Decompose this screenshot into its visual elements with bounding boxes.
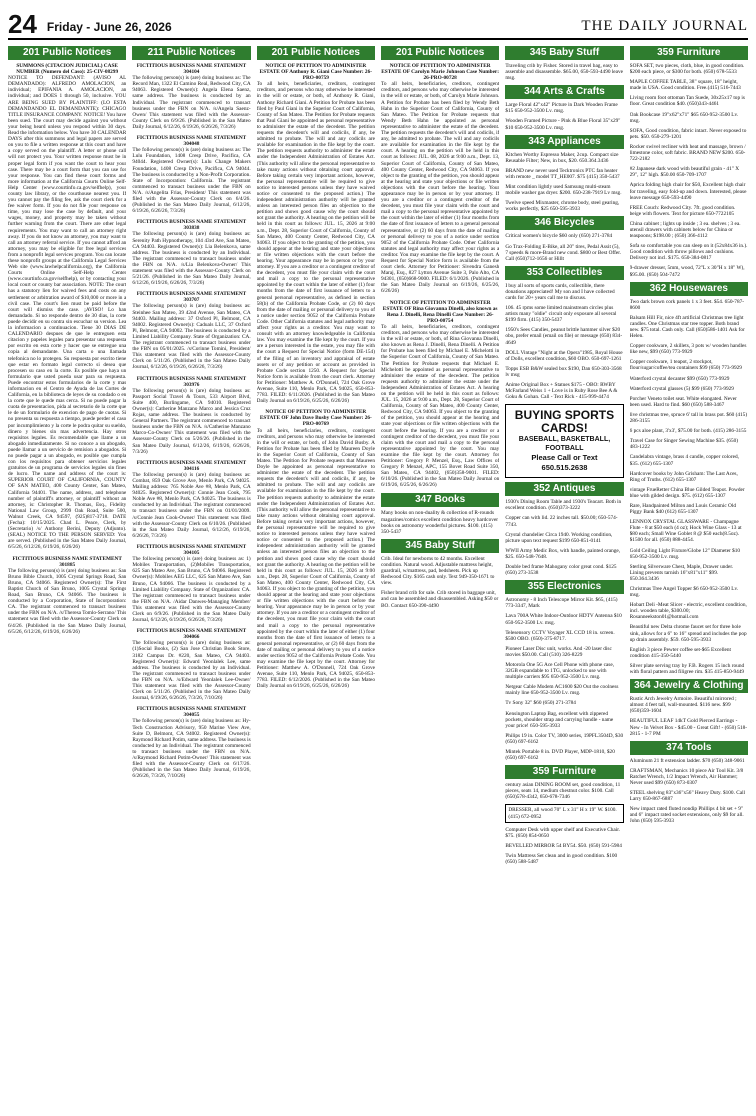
newspaper-name: THE DAILY JOURNAL <box>581 18 748 34</box>
legal-notice <box>132 706 250 779</box>
classified-ad: I buy all sorts of sports cards, collectible, there donations appreciated! My son and I have collected cards for 20+ years call me to discuss. <box>505 282 615 301</box>
notice-body: The following person(s) is (are) doing business as: Steinhee San Mateo, 39 42nd Avenue, San Mateo, CA 94403. Mailing address: 37 Oxford Pl, Belmont, CA 94002. Registered Owner(s): Caduals LLC, 37 Oxford Pl, Belmont, CA 94002. The business is conducted by a Limited Liability Company. State of Organization: CA. The registrant commenced to transact business under the FBN on 05/01/2025. /s/Corinne Tomini, President/ This statement was filed with the Assessor-County Clerk on 5/11/26. (Published in the San Mateo Daily Journal, 6/12/26, 6/19/26, 6/26/26, 7/3/26) <box>132 303 251 371</box>
notice-title: NOTICE OF PETITION TO ADMINISTER ESTATE OF Rina Giovanna Dinelli, also known as Rena J. Dinelli, Rena Dinelli Case Number: 26-PRO-00754 <box>382 299 498 324</box>
section-header: 346 Bicycles <box>505 216 623 230</box>
notice-body: The following person(s) is (are) doing business as: The Record Man, 1322 El Camino Real, Redwood City, CA 94063. Registered Owner(s): Angela Elena Saenz, same address. The business is conducted by an Individual. The registrant commenced to transact business under the FBN on N/A. /s/Angela Saenz-Owen/ This statement was filed with the Assessor-County Clerk on 6/9/26. (Published in the San Mateo Daily Journal, 6/12/26, 6/19/26, 6/26/26, 7/3/26) <box>132 75 251 130</box>
legal-notice <box>132 628 250 701</box>
classified-ad: Candelabra vintage, brass 4 candle, copper colored, $35. (612) 655-1307 <box>629 454 739 467</box>
legal-notice <box>257 63 375 404</box>
section-header: 345 Baby Stuff <box>381 539 499 553</box>
notice-title: NOTICE OF PETITION TO ADMINISTER ESTATE OF John Dave Busby Case Number: 26-PRO-00769 <box>259 409 372 428</box>
classified-ad: LENNOX CRYSTAL GLASSWARE - Champagne Flute - 8 at $50 each (4 oz); Hock Wine Glass - 13 at $80 each; Small Wine Goblet 8 @ $50 each(8.5oz). $1500 for all. (650) 888-4454. <box>629 519 742 544</box>
classified-ad: MAPLE COFFEE TABLE, 38" square, 18" height, made in USA. Good condition. Free.(415) 516-7443 <box>629 79 741 92</box>
classified-ad: China cabinet ; lights up inside ; 3 ea. shelves ; 3 ea. utensil drawers with cabinets below for China or teaspoons; $198.00 ; (650) 366-4112 <box>629 220 741 240</box>
section-header: 359 Furniture <box>630 46 748 60</box>
notice-body: NOTICE TO DEFENDANT: (AVISO AL DEMANDADO): ALFREDO AMOLACION, an individual; EPIFANIA A. AMOLACION, an individual; and DOES 1 through 50, inclusive. YOU ARE BEING SUED BY PLAINTIFF: (LO ESTA DEMANDANDO EL DEMANDANTE): CHICAGO TITLE INSURANCE COMPANY. NOTICE! You have been sued. The court may decide against you without your being heard unless you respond within 30 days. Read the information below. You have 30 CALENDAR DAYS after this summons and legal papers are served on you to file a written response at this court and have a copy served on the plaintiff. A letter or phone call will not protect you. Your written response must be in proper legal form if you want the court to hear your case. There may be a court form that you can use for your response. You can find these court forms and more information at the California Courts Online Self-Help Center (www.courtinfo.ca.gov/selfhelp), your county law library, or the courthouse nearest you. If you cannot pay the filing fee, ask the court clerk for a fee waiver form. If you do not file your response on time, you may lose the case by default, and your wages, money, and property may be taken without further warning from the court. There are other legal requirements. You may want to call an attorney right away. If you do not know an attorney, you may want to call an attorney referral service. If you cannot afford an attorney, you may be eligible for free legal services from a nonprofit legal services program. You can locate these nonprofit groups at the California Legal Services Web site (www.lawhelpcalifornia.org), the California Courts Online Self-Help Center (www.courtinfo.ca.gov/selfhelp), or by contacting your local court or county bar association. NOTE: The court has a statutory lien for waived fees and costs on any settlement or arbitration award of $10,000 or more in a civil case. The court's lien must be paid before the court will dismiss the case. ¡AVISO! Lo han demandado. Si no responde dentro de 30 dias, la corte puede decidir en su contra sin escuchar su version. Lea la informacion a continuacion. Tiene 30 DIAS DE CALENDARIO despues de que le entreguen esta citacion y papeles legales para presentar una respuesta por escrito en esta corte y hacer que se entregue una copia al demandante. Una carta o una llamada telefonica no lo protegen. Su respuesta por escrito tiene que estar en formato legal correcto si desea que procesen su caso en la corte. Es posible que haya un formulario que usted pueda usar para su respuesta. Puede encontrar estos formularios de la corte y mas informacion en el Centro de Ayuda de las Cortes de California, en la biblioteca de leyes de su condado o en la corte que le quede mas cerca. Si no puede pagar la cuota de presentacion, pida al secretario de la corte que le de un formulario de exencion de pago de cuotas. Si no presenta su respuesta a tiempo, puede perder el caso por incumplimiento y la corte le podra quitar su sueldo, dinero y bienes sin mas advertencia. Hay otros requisitos legales. Es recomendable que llame a un abogado inmediatamente. Si no conoce a un abogado, puede llamar a un servicio de remision a abogados. Si no puede pagar a un abogado, es posible que cumpla con los requisitos para obtener servicios legales gratuitos de un programa de servicios legales sin fines de lucro. The name and address of the court is: SUPERIOR COURT OF CALIFORNIA, COUNTY OF SAN MATEO, 400 County Center, San Mateo, California 94401. The name, address, and telephone number of plaintiff's attorney, or plaintiff without an attorney, is: Christopher R. Thomas, Esq., Fidelity National Law Group, 2999 Oak Road, Suite 500, Walnut Creek, CA 94597, (925)817-3718. DATE (Fecha): 10/15/2025. Chad L. Peace, Clerk, by (Secretario) /s/ Anthony Berini, Deputy (Adjunto). (SEAL) NOTICE TO THE PERSON SERVED: You are served. (Published in the San Mateo Daily Journal, 6/5/26, 6/12/26, 6/19/26, 6/26/26) <box>8 75 127 551</box>
classified-ad: Copper cookware, 2 skillets, 3 pots w/ wooden handles like new, $99 (650) 773-9929 <box>629 343 747 356</box>
issue-date: Friday - June 26, 2026 <box>46 20 172 34</box>
classified-ad: Pioneer Laser Disc unit, works. And -20 laser disc movies $50.00. Call (510) 326-8229 <box>505 645 612 658</box>
classified-ad: Critical women's bicycle $60 only (650) 271-3784 <box>505 233 613 240</box>
notice-title: FICTITIOUS BUSINESS NAME STATEMENT 304055 <box>136 706 247 719</box>
legal-notice <box>8 63 126 551</box>
classified-ad: DOLL Vintage "Night at the Opera"1985, Royal House of Dolls, excellent condition, $60 OBO. 650-697-1261 <box>505 349 623 362</box>
notice-body: The following person(s) is (are) doing business as: Serenity Path Hypnotherapy, 104 43rd Ave, San Mateo, CA 94403. Registered Owner(s): Lia Belenkova, same address. The business is conducted by an Individual. The registrant commenced to transact business under the FBN on N/A. /s/Lia Belenkova-Owner/ This statement was filed with the Assessor-County Clerk on 5/21/26. (Published in the San Mateo Daily Journal, 6/12/26, 6/19/26, 6/26/26, 7/3/26) <box>132 231 251 287</box>
column-4 <box>381 44 499 1112</box>
classified-ad: Copper can with lid. 22 inches tall. $50.00; 650-574-7743. <box>505 515 618 528</box>
classified-ad: Copper cookware, 1 teapot, 2 stockpot, flour/sugar/coffee/tea containers $99 (650) 773-9929 <box>629 359 742 372</box>
legal-notice <box>132 460 250 539</box>
section-header: 374 Tools <box>630 741 748 755</box>
notice-title: FICTITIOUS BUSINESS NAME STATEMENT 303976 <box>136 375 247 388</box>
notice-body: To all heirs, beneficiaries, creditors, contingent creditors, and persons who may otherwise be interested in the will or estate, or both, of Anthony R. Giani, Anthony Richard Giani. A Petition for Probate has been filed by Paul Giani in the Superior Court of California, County of San Mateo. The Petition for Probate requests that Paul Giani be appointed as personal representative to administer the estate of the decedent. The petition requests the decedent's will and codicils, if any, be admitted to probate. The will and any codicils are available for examination in the file kept by the court. The petition requests authority to administer the estate under the Independent Administration of Estates Act. (This authority will allow the personal representative to take many actions without obtaining court approval. Before taking certain very important actions, however, the personal representative will be required to give notice to interested persons unless they have waived notice or consented to the proposed action.) The independent administration authority will be granted unless an interested person files an objection to the petition and shows good cause why the court should not grant the authority. A hearing on the petition will be held in this court as follows: JUL. 15, 2026 at 9:00 a.m., Dept. 28, Superior Court of California, County of San Mateo, 400 County Center, Redwood City, CA 94063. If you object to the granting of the petition, you should appear at the hearing and state your objections or file written objections with the court before the hearing. Your appearance may be in person or by your attorney. If you are a creditor or a contingent creditor of the decedent, you must file your claim with the court and mail a copy to the personal representative appointed by the court within the later of either (1) four months from the date of first issuance of letters to a general personal representative, as defined in section 58(b) of the California Probate Code, or (2) 60 days from the date of mailing or personal delivery to you of a notice under section 9052 of the California Probate Code. Other California statutes and legal authority may affect your rights as a creditor. You may want to consult with an attorney knowledgeable in California law. You may examine the file kept by the court. If you are a person interested in the estate, you may file with the court a Request for Special Notice (form DE-154) of the filing of an inventory and appraisal of estate assets or of any petition or account as provided in Probate Code section 1250. A Request for Special Notice form is available from the court clerk. Attorney for Petitioner: Matthew A. O'Donnell, 724 Oak Grove Avenue, Suite 110, Menlo Park, CA 94025, 650-853-7783. FILED: 6/11/2026. (Published in the San Mateo Daily Journal on 6/19/26, 6/25/26, 6/26/26) <box>256 81 375 405</box>
classified-ad: BRAND new never used Tecktronics PTC fan heater with remote _ model TT_HE007. $75 (415) 350-5437 <box>505 167 620 180</box>
classified-ad: Sterling Silverware Chest, Maple, Drawer under. Lining prevents tarnish 16"x81"x11" $99. 650.364.3436 <box>629 563 734 582</box>
notice-title: SUMMONS (CITACION JUDICIAL) CASE NUMBER (Numero del Caso): 25-CIV-08299 <box>16 63 119 76</box>
classified-ad: 6 pcs aloe plant, 3'x3', $75.00 for both. (415) 286-3155 <box>629 428 747 435</box>
classified-ad: 106. 45 rpms some limited mainstream circles plus artists many "oldie" circuit only exposure all several $199 firm. (415) 350-5437 <box>505 305 617 324</box>
notice-body: The following person(s) is (are) doing business as: Passport Social Travel & Tours, 533 Airport Blvd, Suite 400, Burlingame, CA 94010. Registered Owner(s): Catherine Manzano Marco and Jessica Cruz Rojas, same address. The business is conducted by General Partners. The registrant commenced to transact business under the FBN on N/A. /s/Catherine Manzano Marco-Co-Owner/ This statement was filed with the Assessor-County Clerk on 5/26/26. (Published in the San Mateo Daily Journal, 6/12/26, 6/19/26, 6/26/26, 7/3/26) <box>132 387 251 455</box>
classified-ad: DRESSER, all wood 70" L x 31" H x 19" W. $100. (415) 672-0952 <box>505 804 623 822</box>
legal-notice <box>257 409 375 689</box>
sports-cards-display-ad <box>505 404 623 478</box>
classified-ad: Gold Ceiling Light Fixture/Globe 12" Diameter $10 650-952-3500 Lv. msg. <box>629 547 741 560</box>
classified-ad: Go Trax-Folding E-Bike, all 20" tires, Pedal Assit (5), 7 speeds & more-Brand new cond. $800 or Best Offer. Call (650)712-1656 or Hillt <box>505 243 621 262</box>
notice-title: FICTITIOUS BUSINESS NAME STATEMENT 304116 <box>136 459 247 472</box>
legal-notice <box>132 544 250 623</box>
classifieds-columns <box>8 44 748 1112</box>
classified-ad: Mintek Portable 8 in. DVD Player, MDP-1810, $20 (650) 697-6162 <box>505 749 615 762</box>
section-header: 344 Arts & Crafts <box>505 85 623 99</box>
classified-ad: live christmas tree, spruce 6' tall in brass pot. $60 (415) 286-3155 <box>629 411 748 425</box>
classified-ad: New impact rated fluted nondip Phillips 4 bit set + 9" and 6" impact rated socket extensions, only $9 for all. John (650) 595-3933 <box>629 806 744 825</box>
classified-ad: #2 Japanese dark wood with beautiful grain - 41" X 29", 12" high. $50.00 650-709-1707 <box>629 166 740 179</box>
classified-ad: Motorola One 5G Ace Cell Phone with phone case, 32GB expandable to 1TG, unlocked to use with multiple carriers $95 650-952-3500 Lv. msg. <box>505 661 615 681</box>
classified-ad: Anime Original Box + Statues $175 - OBO: RWBY McFarland Weiss 1 + Love is in Ruby Rose Bee A & Goku & Gohan. Call - Text Rick - 415-999-4474 <box>505 382 618 401</box>
section-header: 359 Furniture <box>505 765 623 779</box>
classified-ad: Balsam Hill Fir, nice 4ft artificial Christmas tree light candles. One Christmas star tree topper. Both brand new. $75 total. Cash only. Call (650)586-1401 Ask for Helen. <box>629 314 745 340</box>
classified-ad: SOFA, Good condition, fabric intact. Never exposed to pets. $50. 650-279-1201 <box>629 127 747 140</box>
classified-ad: WWII Army Medic Box, with handle, painted orange, $25. 650-548-7648. <box>505 547 621 560</box>
classified-ad: BEAUTIFUL LEAF 14kT Gold Pierced Earrings - New - In Velvet Box - $45.00 - Great Gift! - (650) 518-2815 - 1-7 PM <box>629 718 748 737</box>
classified-ad: 1950's Sees Candies, peanut brittle hammer silver $20 obo, prefer email (email on file) or message (650) 834-4649 <box>505 327 623 346</box>
classified-ad: Oak Bookcase 19"x62"x71" $65 650-952-3500 Lv. msg. <box>629 111 739 124</box>
column-3 <box>257 44 375 1112</box>
classified-ad: Porcher Veneto toilet seat. White elongated. Never been used. Hard to find. $60 (650) 588-3467 <box>629 395 737 408</box>
notice-body: The following person(s) is (are) doing business as: San Bruno Bible Church, 1005 Crystal Springs Road, San Bruno, CA 94066. Registered Owner(s): The First Baptist Church of San Bruno, 1005 Crystal Springs Road, San Bruno, CA 94066. The business is conducted by a Corporation, State of Incorporation: CA. The registrant commenced to transact business under the FBN on N/A. /s/Theresa Tomlo-Serrano/ This statement was filed with the Assessor-County Clerk on 6/4/26. (Published in the San Mateo Daily Journal, 6/5/26, 6/12/26, 6/19/26, 6/26/26) <box>8 567 127 635</box>
classified-ad: 9-drawer dresser, 5mm, wood, 72"L x 30"H x 18" W), $95.00. (650) 504-7472 <box>629 265 745 278</box>
classified-ad: Philips 19 in. Color TV, 3000 series, 19PFL3504D, $30 (650) 697-6162 <box>505 732 624 745</box>
classified-ad: Kitchen Worthy Espresso Maker, 2cup. Compact size Reusable Filter; New, in box, $20. 650.364.3436 <box>505 151 619 164</box>
section-header: 343 Appliances <box>505 135 623 149</box>
notice-title: FICTITIOUS BUSINESS NAME STATEMENT 301885 <box>12 555 122 568</box>
masthead <box>8 6 748 40</box>
legal-notice <box>8 556 126 635</box>
legal-notice <box>132 219 250 286</box>
notice-body: The following person(s) is (are) doing business as: 1) Mobiles Transportation, (2)Mobiles Transportation, 625 San Mateo Ave, San Bruno, CA 94066. Registered Owner(s): Mobiles AEG LLC, 625 San Mateo Ave, San Bruno, CA 94066. The business is conducted by a Limited Liability Company. State of Organization: CA. The registrant commenced to transact business under the FBN on N/A. /Aidar Danwes-Managing Member/ This statement was filed with the Assessor-County Clerk on 6/9/26. (Published in the San Mateo Daily Journal, 6/12/26, 6/19/26, 6/26/26, 7/3/26) <box>132 556 251 624</box>
classified-ad: Waterford crystal glasses (5) $99 (650) 773-9929 <box>629 385 734 392</box>
notice-title: NOTICE OF PETITION TO ADMINISTER ESTATE OF Anthony R. Giani Case Number: 26-PRO-00759 <box>259 63 372 82</box>
legal-notice <box>381 63 499 295</box>
notice-body: The following person(s) is (are) doing business as: Hy-Tech Construction Advisory, 950 Marine View Ave, Suite D, Belmont, CA 94002. Registered Owner(s): Raymond Richard Potim, same address. The business is conducted by an Individual. The registrant commenced to transact business under the FBN on N/A. /s/Raymond Richard Potim-Owner/ This statement was filed with the Assessor-County Clerk on 6/17/26. (Published in the San Mateo Daily Journal, 6/19/26, 6/26/26, 7/3/26, 7/10/26) <box>132 718 251 780</box>
classified-ad: FREE Couch: Redwood City. 7ft. good condition. beige with flowers. Text for picture 650-7722105 <box>629 204 736 217</box>
classified-ad: SOFA SET, two pieces, cloth, blue, in good condition. $200 each piece, or $300 for both. (650) 678-5533 <box>629 63 745 76</box>
legal-notice <box>381 300 499 489</box>
classified-ad: Netgear Cable Modem AC1600 $20 Out the coolness mainly line 650-952-3500 Lv. msg. <box>505 684 619 697</box>
classified-ad: Crib. Ideal for newborns to 42 months. Excellent condition. Natural wood. Adjustable mattress height, guardrail, w/mattress, pad, bedsheets. Pick up Redwood City. $165 cash only. Text 949-350-1671 to view. <box>380 555 495 587</box>
notice-title: FICTITIOUS BUSINESS NAME STATEMENT 304066 <box>136 628 247 641</box>
classified-ad: vintage FrueRetter China Blue Gilded Teapot. Powder blue with gilded design. $75. (612) 655-1307 <box>629 486 745 499</box>
classified-ad: Christmas Tree Angel Topper $6 650-952-3500 Lv. msg. <box>629 586 739 599</box>
classified-ad: BEVELLED MIRROR 54 BY54. $50. (650) 591-5984 <box>505 842 622 849</box>
notice-body: To all heirs, beneficiaries, creditors, contingent creditors, and persons who may otherwise be interested in the will or estate, or both, of Carolyn Marie Johnson. A Petition for Probate has been filed by Wendy Beth Hahn in the Superior Court of California, County of San Mateo. The Petition for Probate requests that Wendy Beth Hahn be appointed as personal representative to administer the estate of the decedent. The petition requests the decedent's will and codicils, if any, be admitted to probate. The will and any codicils are available for examination in the file kept by the court. A hearing on the petition will be held in this court as follows: JUL. 08, 2026 at 9:00 a.m., Dept. 13, Superior Court of California, County of San Mateo, 400 County Center, Redwood City, CA 94063. If you object to the granting of the petition, you should appear at the hearing and state your objections or file written objections with the court before the hearing. Your appearance may be in person or by your attorney. If you are a creditor or a contingent creditor of the decedent, you must file your claim with the court and mail a copy to the personal representative appointed by the court within the later of either (1) four months from the date of first issuance of letters to a general personal representative, or (2) 60 days from the date of mailing or personal delivery to you of a notice under section 9052 of the California Probate Code. Other California statutes and legal authority may affect your rights as a creditor. You may examine the file kept by the court. A Request for Special Notice form is available from the court clerk. Attorney for Petitioner: Sivendra Ganesh Maraj, Esq., 827 Lytton Avenue Suite 3, Palo Alto, CA 94301, (650)668-9000. FILED: 6/1/2026. (Published in the San Mateo Daily Journal on 6/19/26, 6/25/26, 6/26/26) <box>380 81 500 295</box>
notice-title: FICTITIOUS BUSINESS NAME STATEMENT 304105 <box>136 543 247 557</box>
column-2 <box>132 44 250 1112</box>
classified-ad: Mint condition lightly used Samsung multi-steam mobile washer gas dryer. $200. 650-238-7919 Lv msg. <box>505 184 622 197</box>
section-header: 345 Baby Stuff <box>505 46 623 60</box>
section-header: 364 Jewelry & Clothing <box>630 679 748 693</box>
classified-ad: Astronomy - 8 Inch Telescope Mirror Kit. $65, (415) 773-3347, Mark <box>505 597 618 610</box>
notice-title: FICTITIOUS BUSINESS NAME STATEMENT 304104 <box>136 63 247 76</box>
notice-title: FICTITIOUS BUSINESS NAME STATEMENT 303707 <box>136 291 247 304</box>
notice-title: FICTITIOUS BUSINESS NAME STATEMENT 304048 <box>136 135 247 148</box>
classified-ad: Sofa so comfortable you can sleep on it (52x84x36 in.). Good condition with throw pillows and cushions. Delivery not incl. $175. 650-384-0817 <box>629 243 748 262</box>
classified-ad: 1930's Dining Room Table and 1930's Teacart. Both in excellent condition. (650)373-3222 <box>505 499 622 512</box>
classified-ad: Large Floral 42"x42" Picture in Dark Wooden Frame $15 650-952-3500 Lv. msg. <box>505 102 618 115</box>
display-ad-contact: Please Call or Text 650.515.2638 <box>531 453 598 473</box>
classified-ad: Rocker swivel recliner with heat and massage, brown / limestone color, soft fabric. BRAND NEW $200. 650-722-2182 <box>629 143 746 163</box>
classified-ad: Travel Case for Singer Sewing Machine $35. (650) 483-1222 <box>629 438 739 451</box>
display-ad-subhead: BASEBALL, BASKETBALL, FOOTBALL <box>518 436 611 453</box>
classified-ad: CRAFTSMAN, Mechanics 10 piece Air Tool Kit. 3/8 Ratchet Wrench, 1/2 Impact Wrench, Air Hammer; Never used $99 (650) 873-0307 <box>629 767 744 786</box>
classified-ad: Aprica folding high chair for $50, Excellent high chair for traveling, easy fold-up and down. Interested, please leave message 650-593-4490 <box>629 182 747 201</box>
classified-ad: Kensington Laptop Bag, excellent with zippered pockets, shoulder strap and carrying handle - name your price! 650-595-3933 <box>505 710 614 729</box>
section-header: 355 Electronics <box>505 580 623 594</box>
classified-ad: Twelve speed Mixmaster, chrome body, steel gearing, works perfectly, $25 650-595-3933 <box>505 200 620 213</box>
classified-ad: Hardcover books by John Grisham: The Last Aces, Ring of Truths. (612) 655-1307 <box>629 470 738 483</box>
notice-body: The following person(s) is (are) doing business as: The Lulu Foundation, 1408 Cresp Drive, Pacifica, CA 94044. Registered Owner(s): Lulu Change Makers Foundation, 1408 Cresp Drive, Pacifica, CA 94044. The business is conducted by a Non-Profit Corporation. State of Incorporation: California. The registrant commenced to transact business under the FBN on N/A. /s/Angelita Frias, President/ This statement was filed with the Assessor-County Clerk on 6/4/26. (Published in the San Mateo Daily Journal, 6/12/26, 6/19/26, 6/26/26, 7/3/26) <box>132 147 251 215</box>
classified-ad: Two dark brown cork panels 1 x 3 feet. $54. 650-787-8600 <box>629 298 745 311</box>
section-header: 362 Housewares <box>630 282 748 296</box>
notice-body: The following person(s) is (are) doing business as: Combat, 859 Oak Grove Ave, Menlo Park, CA 94025. Mailing address: 765 Noble Ave #8, Menlo Park, CA 94025. Registered Owner(s): Connie Jean Cook, 795 Noble Ave #8, Menlo Park, CA 94025. The business is conducted by an Individual. The registrant commenced to transact business under the FBN on 01/01/2009. /s/Connie Jean Cook-Owner/ This statement was filed with the Assessor-County Clerk on 6/10/26. (Published in the San Mateo Daily Journal, 6/12/26, 6/19/26, 6/26/26, 7/3/26) <box>132 471 251 539</box>
notice-body: To all heirs, beneficiaries, creditors, contingent creditors, and persons who may otherwise be interested in the will or estate, or both, of John David Busby. A Petition for Probate has been filed by Maureen Doyle in the Superior Court of California, County of San Mateo. The Petition for Probate requests that Maureen Doyle be appointed as personal representative to administer the estate of the decedent. The petition requests the decedent's will and codicils, if any, be admitted to probate. The will and any codicils are available for examination in the file kept by the court. The petition requests authority to administer the estate under the Independent Administration of Estates Act. (This authority will allow the personal representative to take many actions without obtaining court approval. Before taking certain very important actions, however, the personal representative will be required to give notice to interested persons unless they have waived notice or consented to the proposed action.) The independent administration authority will be granted unless an interested person files an objection to the petition and shows good cause why the court should not grant the authority. A hearing on the petition will be held in this court as follows: JUL. 15, 2026 at 9:00 a.m., Dept. 28, Superior Court of California, County of San Mateo, 400 County Center, Redwood City, CA 94063. If you object to the granting of the petition, you should appear at the hearing and state your objections or file written objections with the court before the hearing. Your appearance may be in person or by your attorney. If you are a creditor or a contingent creditor of the decedent, you must file your claim with the court and mail a copy to the personal representative appointed by the court within the later of either (1) four months from the date of first issuance of letters to a general personal representative, or (2) 60 days from the date of mailing or personal delivery to you of a notice under section 9052 of the California Probate Code. You may examine the file kept by the court. Attorney for Petitioner: Matthew A. O'Donnell, 724 Oak Grove Avenue, Suite 110, Menlo Park, CA 94025, 650-853-7783. FILED: 6/12/2026. (Published in the San Mateo Daily Journal on 6/19/26, 6/25/26, 6/26/26) <box>256 427 375 690</box>
section-header: 353 Collectibles <box>505 266 623 280</box>
classified-ad: Crystal chandelier Circa 1940. Working condition, picture upon text request $199 650-851-0141 <box>505 531 613 544</box>
classified-ad: Lava 700A White Indoor-Outdoor HDTV Antenna $10 650-952-3500 Lv. msg. <box>505 613 622 626</box>
classified-ad: Rustic Arch Jewelry Armoire. Beautiful mirrored ; almost 4 feet tall, wall-mounted. $116 new. $99 (650)359-1604 <box>629 696 737 715</box>
classified-ad: Living room foot ottoman Tan Suede, 30x25x17 top is floor. Great condition $40. (650)343-4461 <box>629 95 745 108</box>
classified-ad: Rare, Handpainted Milton and Louis Ceramic Old Piggy Bank $40 (612) 655-1307 <box>629 502 736 516</box>
classified-ad: Beautiful new Delta chrome faucet set for three hole sink, allows for a 6" to 16" spread and includes the pop up drain assembly. $59. 650-595-3933 <box>629 624 747 643</box>
classified-ad: Computer Desk with upper shelf and Executive Chair. $75. (650) 854-0650 <box>505 826 621 839</box>
legal-notice <box>132 376 250 455</box>
column-6 <box>630 44 748 1112</box>
classified-ad: Twin Mattress Set clean and in good condition. $100 (650) 588-5487 <box>505 852 618 866</box>
classified-ad: Tv Sony 32" $60 (650) 271-3784 <box>505 700 576 707</box>
legal-notice <box>132 63 250 130</box>
section-header: 211 Public Notices <box>132 46 250 60</box>
classified-ad: Telesensory CCTV Voyager XL CCD 18 in. screen. $500 OBO. (650)-375-8717. <box>505 629 615 642</box>
notice-title: NOTICE OF PETITION TO ADMINISTER ESTATE OF Carolyn Marie Johnson Case Number: 26-PRO-00728 <box>381 63 500 82</box>
classified-ad: Fisher brand crib for sale. Crib stored in baggage unit, and can be assembled and disassembled. Asking $50 or BO. Contact 650-390-4490 <box>380 590 499 609</box>
legal-notice <box>132 135 250 214</box>
classified-ad: Traveling crib by Fisher. Stored in travel bag, easy to assemble and disassemble. $65.00, 650-593-4490 leave msg. <box>505 63 623 82</box>
classified-ad: STEEL shelving 83"x36"x56" Heavy Duty. $100. Call Larry 650-867-6887 <box>629 790 746 803</box>
classified-ad: Many books on non-duality & collection of R-rounds magazines/comics excellent condition heavy hardcover books on astronomy wonderful pictures. $100. (415) 350-5437 <box>380 510 499 535</box>
classified-ad: Waterford crystal decanter $99 (650) 773-9929 <box>629 375 730 382</box>
legal-notice <box>132 291 250 370</box>
section-header: 201 Public Notices <box>8 46 126 60</box>
column-1 <box>8 44 126 1112</box>
classified-ad: century asian DINING ROOM set, good condition, 11 pieces, seats 14, medium chestnut color. $100. Call (650)578-4342, 650-678-7346 <box>505 782 621 801</box>
classified-ad: Topps ESB B&W sealed box $190, Dan 650-303-3568 lv msg <box>505 365 622 378</box>
classified-ad: Aluminum 21 ft extension ladder. $70 (650) 348-9061 <box>629 757 745 764</box>
classified-ad: English 3 piece Pewter coffee set-$65 Excellent condition 415-350-5440 <box>629 646 732 659</box>
section-header: 347 Books <box>381 493 499 507</box>
section-header: 352 Antiques <box>505 482 623 496</box>
display-ad-headline: BUYING SPORTS CARDS! <box>514 408 615 436</box>
classified-ad: Hobart Deli -Meat Slicer - electric, excellent condition, incl. wooden table, $300.00; Rosanneekston01@hotmail.com <box>629 602 747 621</box>
column-5 <box>505 44 623 1112</box>
classified-ad: Double bed frame Mahogany color great cond. $125 (650) 273-3538 <box>505 564 617 577</box>
notice-title: FICTITIOUS BUSINESS NAME STATEMENT 303838 <box>136 219 247 232</box>
section-header: 201 Public Notices <box>257 46 375 60</box>
section-header: 201 Public Notices <box>381 46 499 60</box>
notice-body: The following person(s) is (are) doing business as: (1)Social Books, (2) San Jose Christian Book Store, 3182 Campus Dr. #220, San Mateo, CA 94403. Registered Owner(s): Edward Yeonlalek Lee, same address. The business is conducted by an Individual. The registrant commenced to transact business under the FBN on N/A. /s/Edward Yeonlalek Lee-Owner/ This statement was filed with the Assessor-County Clerk on 5/11/26. (Published in the San Mateo Daily Journal, 6/19/26, 6/26/26, 7/3/26, 7/10/26) <box>132 640 251 702</box>
classified-ad: Wooden Framed Picture - Pink & Blue Floral 35"x29" $10 650-952-3500 Lv. msg. <box>505 118 621 131</box>
notice-body: To all heirs, beneficiaries, creditors, contingent creditors, and persons who may otherwise be interested in the will or estate, or both, of Rina Giovanna Dinelli, also known as Rena J. Dinelli, Rena Dinelli. A Petition for Probate has been filed by Michael E. Michelotti in the Superior Court of California, County of San Mateo. The Petition for Probate requests that Michael E. Michelotti be appointed as personal representative to administer the estate of the decedent. The petition requests authority to administer the estate under the Independent Administration of Estates Act. A hearing on the petition will be held in this court as follows: JUL. 15, 2026 at 9:00 a.m., Dept. 28, Superior Court of California, County of San Mateo, 400 County Center, Redwood City, CA 94063. If you object to the granting of the petition, you should appear at the hearing and state your objections or file written objections with the court before the hearing. If you are a creditor or a contingent creditor of the decedent, you must file your claim with the court and mail a copy to the personal representative appointed by the court. You may examine the file kept by the court. Attorney for Petitioner: Gregory P. Menzel, Esq., Law Offices of Gregory P. Menzel, APC, 155 Bovet Road Suite 350, San Mateo, CA 94402, (650)358-9001. FILED: 6/10/26. (Published in the San Mateo Daily Journal on 6/19/26, 6/25/26, 6/26/26) <box>380 323 500 489</box>
page-number: 24 <box>8 9 37 39</box>
classified-ad: Silver plate serving tray by F.B. Rogers 15 inch round with floral pattern and filigree rim. $35 415-850-9449 <box>629 662 745 676</box>
